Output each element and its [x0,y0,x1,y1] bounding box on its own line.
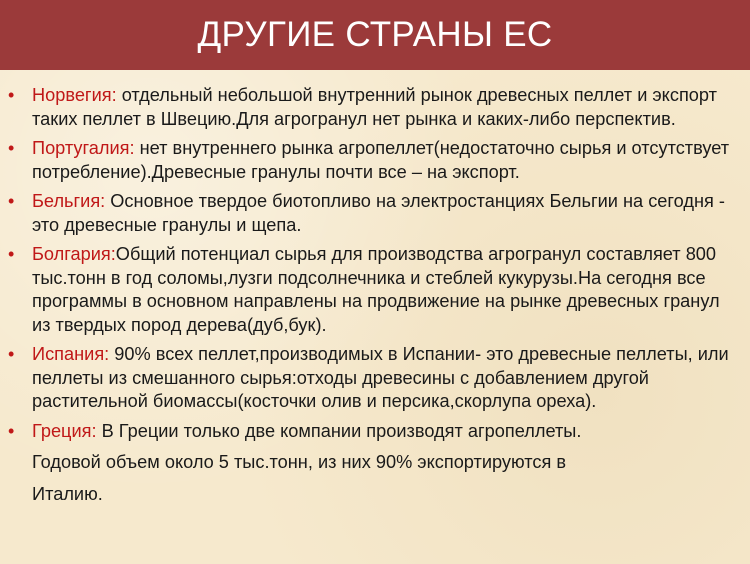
list-item-spain [0,343,750,414]
continuation-line: Годовой объем около 5 тыс.тонн, из них 90% экспортируются в [32,452,567,472]
bullet-icon: • [8,344,15,364]
item-text: Общий потенциал сырья для производства агрогранул составляет 800 тыс.тонн в год соломы,лузги подсолнечника и стеблей кукурузы.На сегодня все программы в основном направлены на продвижение на рынке древесных гранул из твердых пород дерева(дуб,бук). [32,244,720,335]
item-text: отдельный небольшой внутренний рынок древесных пеллет и экспорт таких пеллет в Швецию.Для агрогранул нет рынка и каких-либо перспектив. [32,85,717,129]
bullet-icon: • [8,138,15,158]
bullet-icon: • [8,191,15,211]
bullet-icon: • [8,420,15,441]
item-text: нет внутреннего рынка агропеллет(недостаточно сырья и отсутствует потребление).Древесные гранулы почти все – на экспорт. [32,138,730,182]
country-name: Болгария: [32,244,116,264]
list-item-portugal [0,137,750,184]
list-item-bulgaria [0,243,750,337]
list-item-norway [0,84,750,131]
item-text: 90% всех пеллет,производимых в Испании- это древесные пеллеты, или пеллеты из смешанного сырья:отходы древесины с добавлением другой растительной биомассы(косточки олив и персика,скорлупа ореха). [32,344,729,411]
country-name: Норвегия: [32,85,117,105]
item-text: Основное твердое биотопливо на электростанциях Бельгии на сегодня - это древесные гранулы и щепа. [32,191,725,235]
continuation-line: Италию. [32,483,103,504]
list-item-belgium [0,190,750,237]
country-name: Португалия: [32,138,135,158]
item-text: В Греции только две компании производят агропеллеты. [96,420,582,441]
country-name: Греция: [32,420,97,441]
bullet-icon: • [8,244,15,264]
list-item-greece [0,420,750,444]
slide-title: ДРУГИЕ СТРАНЫ ЕС [197,15,553,54]
slide-content [0,84,750,506]
title-bar [0,0,750,70]
bullet-icon: • [8,85,15,105]
country-name: Испания: [32,344,110,364]
country-name: Бельгия: [32,191,106,211]
